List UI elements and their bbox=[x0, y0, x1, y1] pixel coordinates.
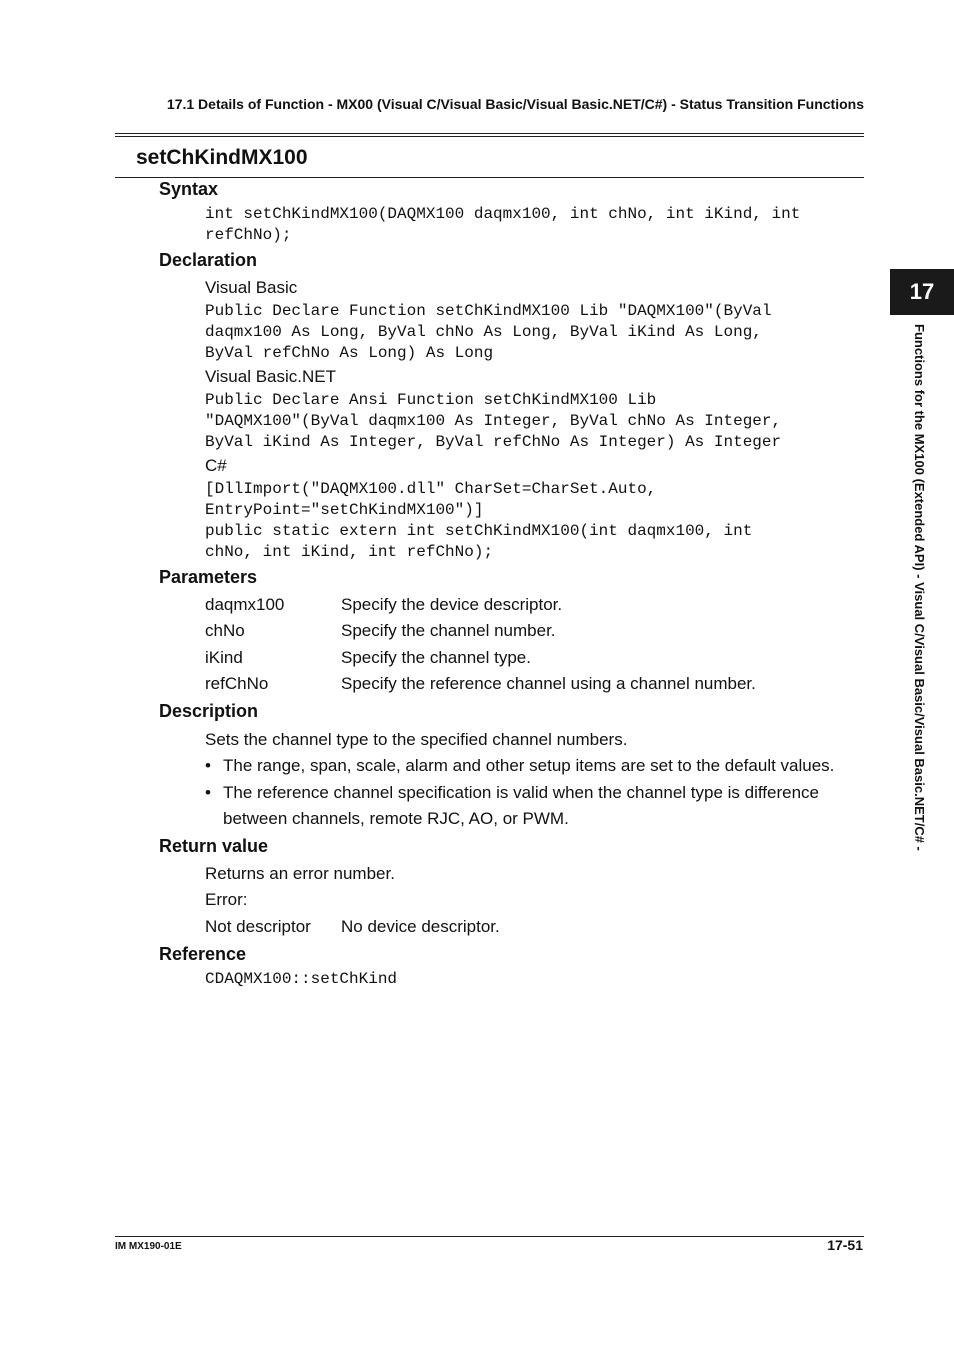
return-value-heading: Return value bbox=[159, 836, 269, 856]
param-name-daqmx100: daqmx100 bbox=[205, 595, 285, 614]
reference-heading: Reference bbox=[159, 944, 247, 964]
description-bullet-2: The reference channel specification is valid when the channel type is difference between channels, remote RJC, AO, or PWM. bbox=[223, 783, 819, 828]
param-desc-chno: Specify the channel number. bbox=[341, 621, 556, 640]
cs-label: C# bbox=[205, 456, 227, 475]
error-name: Not descriptor bbox=[205, 917, 311, 936]
title-rule bbox=[115, 177, 864, 178]
parameters-heading: Parameters bbox=[159, 567, 258, 587]
vb-label: Visual Basic bbox=[205, 278, 298, 297]
param-desc-daqmx100: Specify the device descriptor. bbox=[341, 595, 563, 614]
running-header: 17.1 Details of Function - MX00 (Visual C/Visual Basic/Visual Basic.NET/C#) - Status Transition Functions bbox=[166, 96, 864, 112]
param-name-refchno: refChNo bbox=[205, 674, 269, 693]
param-desc-ikind: Specify the channel type. bbox=[341, 648, 531, 667]
bullet-mark-2: • bbox=[205, 783, 211, 802]
vbnet-label: Visual Basic.NET bbox=[205, 367, 337, 386]
vb-code: Public Declare Function setChKindMX100 Lib "DAQMX100"(ByVal daqmx100 As Long, ByVal chNo As Long, ByVal iKind As Long, ByVal refChNo As Long) As Long bbox=[205, 302, 772, 362]
syntax-heading: Syntax bbox=[159, 179, 219, 199]
vbnet-code: Public Declare Ansi Function setChKindMX100 Lib "DAQMX100"(ByVal daqmx100 As Integer, ByVal chNo As Integer, ByVal iKind As Integer, ByVal refChNo As Integer) As Integer bbox=[205, 391, 782, 451]
header-double-rule bbox=[115, 133, 864, 137]
param-name-ikind: iKind bbox=[205, 648, 243, 667]
cs-code: [DllImport("DAQMX100.dll" CharSet=CharSet.Auto, EntryPoint="setChKindMX100")] public static extern int setChKindMX100(int daqmx100, int chNo, int iKind, int refChNo); bbox=[205, 480, 753, 561]
page-title: setChKindMX100 bbox=[136, 146, 308, 169]
param-desc-refchno: Specify the reference channel using a channel number. bbox=[341, 674, 756, 693]
bullet-mark-1: • bbox=[205, 756, 211, 775]
param-name-chno: chNo bbox=[205, 621, 245, 640]
error-label: Error: bbox=[205, 890, 248, 909]
description-heading: Description bbox=[159, 701, 259, 721]
description-text: Sets the channel type to the specified channel numbers. bbox=[205, 730, 628, 749]
chapter-tab: 17 bbox=[890, 269, 954, 315]
declaration-heading: Declaration bbox=[159, 250, 258, 270]
return-value-text: Returns an error number. bbox=[205, 864, 395, 883]
syntax-code: int setChKindMX100(DAQMX100 daqmx100, int chNo, int iKind, int refChNo); bbox=[205, 205, 801, 244]
error-desc: No device descriptor. bbox=[341, 917, 500, 936]
page-number: 17-51 bbox=[827, 1237, 863, 1253]
reference-code: CDAQMX100::setChKind bbox=[205, 970, 398, 988]
footer-doc-id: IM MX190-01E bbox=[115, 1241, 182, 1252]
description-bullet-1: The range, span, scale, alarm and other setup items are set to the default values. bbox=[223, 756, 835, 775]
chapter-side-title: Functions for the MX100 (Extended API) - Visual C/Visual Basic/Visual Basic.NET/C# - bbox=[912, 324, 927, 851]
